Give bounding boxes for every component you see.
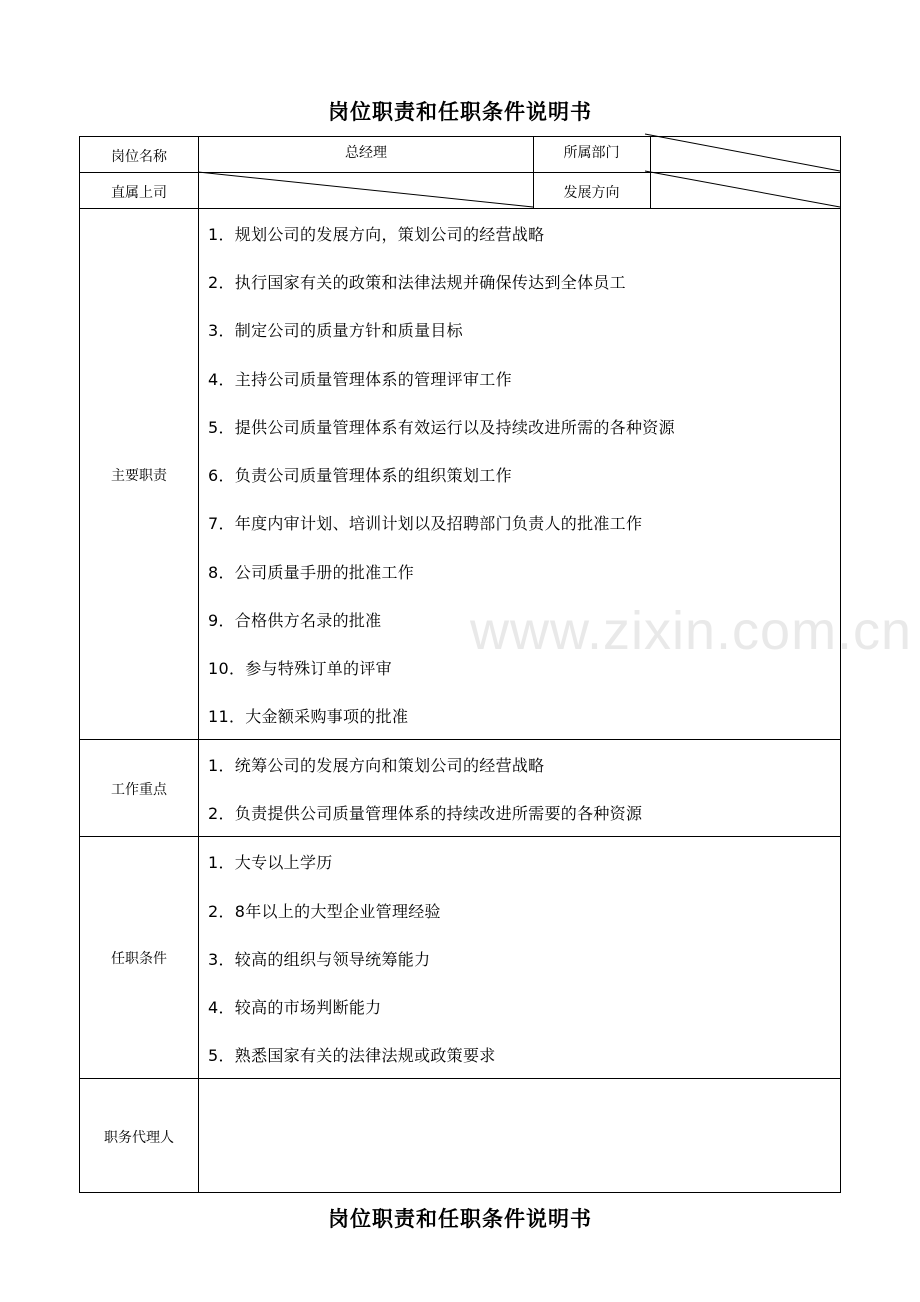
list-item: 3．制定公司的质量方针和质量目标 — [208, 321, 463, 340]
list-item: 3．较高的组织与领导统筹能力 — [208, 950, 431, 969]
main-duties-label: 主要职责 — [111, 468, 167, 484]
position-name-value: 总经理 — [345, 145, 387, 161]
qualifications-label: 任职条件 — [111, 951, 167, 967]
superior-label: 直属上司 — [111, 185, 167, 201]
list-item: 1．统筹公司的发展方向和策划公司的经营战略 — [208, 756, 545, 775]
position-name-label: 岗位名称 — [111, 149, 167, 165]
work-focus-label: 工作重点 — [111, 782, 167, 798]
department-label: 所属部门 — [563, 145, 620, 161]
list-item: 6．负责公司质量管理体系的组织策划工作 — [208, 466, 512, 485]
list-item: 1．规划公司的发展方向，策划公司的经营战略 — [208, 225, 545, 244]
direction-label: 发展方向 — [563, 185, 620, 201]
list-item: 4．较高的市场判断能力 — [208, 998, 382, 1017]
watermark: www.zixin.com.cn — [470, 601, 913, 661]
list-item: 5．熟悉国家有关的法律法规或政策要求 — [208, 1046, 496, 1065]
list-item: 10．参与特殊订单的评审 — [208, 659, 392, 678]
document-title-repeat: 岗位职责和任职条件说明书 — [328, 1207, 592, 1231]
list-item: 8．公司质量手册的批准工作 — [208, 563, 415, 582]
list-item: 1．大专以上学历 — [208, 853, 333, 872]
list-item: 2．8年以上的大型企业管理经验 — [208, 902, 441, 921]
list-item: 2．负责提供公司质量管理体系的持续改进所需要的各种资源 — [208, 804, 643, 823]
document-title: 岗位职责和任职条件说明书 — [328, 100, 592, 124]
list-item: 11．大金额采购事项的批准 — [208, 707, 409, 726]
list-item: 4．主持公司质量管理体系的管理评审工作 — [208, 370, 512, 389]
list-item: 2．执行国家有关的政策和法律法规并确保传达到全体员工 — [208, 273, 626, 292]
superior-empty-slash — [198, 172, 533, 207]
list-item: 7．年度内审计划、培训计划以及招聘部门负责人的批准工作 — [208, 514, 643, 533]
deputy-label: 职务代理人 — [104, 1130, 174, 1146]
department-empty-slash — [645, 134, 840, 171]
list-item: 9．合格供方名录的批准 — [208, 611, 382, 630]
direction-empty-slash — [645, 171, 840, 207]
list-item: 5．提供公司质量管理体系有效运行以及持续改进所需的各种资源 — [208, 418, 675, 437]
